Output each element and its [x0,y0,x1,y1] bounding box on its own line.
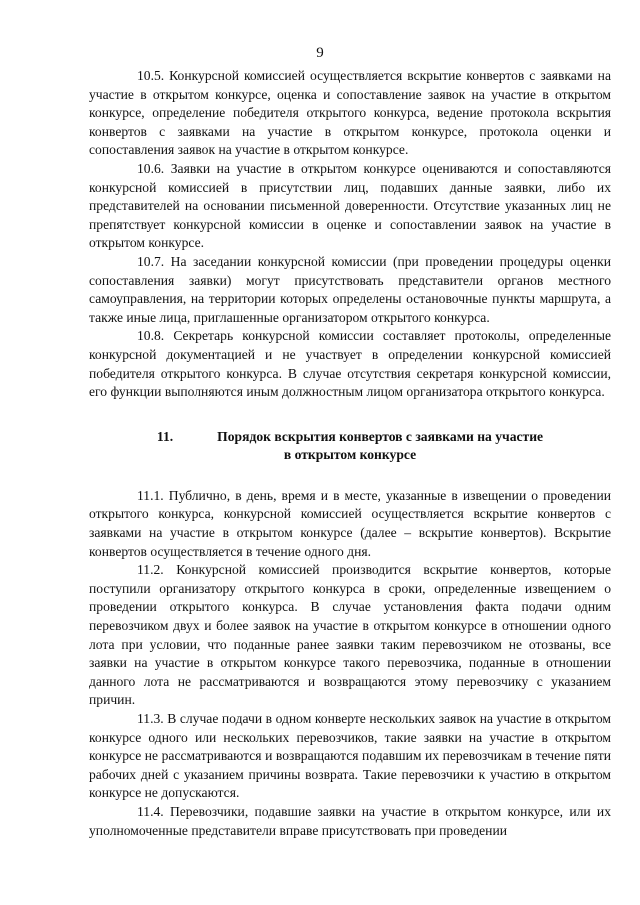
page-number: 9 [316,45,324,61]
paragraph-10-8: 10.8. Секретарь конкурсной комиссии составляет протоколы, определенные конкурсной документацией и не участвует в определении конкурсной комиссией победителя открытого конкурса. В случае отсутствия секретаря конкурсной комиссии, его функции выполняются иным должностным лицом организатора открытого конкурса. [89,328,611,400]
section-title-line2: в открытом конкурсе [283,447,417,463]
paragraph-11-2: 11.2. Конкурсной комиссией производится вскрытие конвертов, которые поступили организатору открытого конкурса в сроки, определенные извещением о проведении открытого конкурса. В случае установления факта подачи одним перевозчиком двух и более заявок на участие в открытом конкурсе в отношении одного лота при условии, что поданные ранее заявки таким перевозчиком не отозваны, все заявки на участие в открытом конкурсе такого перевозчика, поданные в отношении данного лота не рассматриваются и возвращаются этому перевозчику с указанием причин. [89,562,611,708]
paragraph-11-4: 11.4. Перевозчики, подавшие заявки на участие в открытом конкурсе, или их уполномоченные представители вправе присутствовать при проведении [89,803,611,838]
document-body [89,67,611,840]
section-number: 11. [156,428,174,444]
section-title-line1: Порядок вскрытия конвертов с заявками на участие [217,428,544,444]
paragraph-10-6: 10.6. Заявки на участие в открытом конкурсе оцениваются и сопоставляются конкурсной комиссией в присутствии лиц, подавших данные заявки, либо их представителей на основании письменной доверенности. Отсутствие указанных лиц не препятствует конкурсной комиссии в оценке и сопоставлении заявок на участие в открытом конкурсе. [89,160,611,251]
paragraph-10-7: 10.7. На заседании конкурсной комиссии (при проведении процедуры оценки сопоставления заявки) могут присутствовать представители органов местного самоуправления, на территории которых определены остановочные пункты маршрута, а также иные лица, приглашенные организатором открытого конкурса. [89,253,611,325]
paragraph-11-3: 11.3. В случае подачи в одном конверте нескольких заявок на участие в открытом конкурсе одного или нескольких перевозчиков, такие заявки на участие в открытом конкурсе не рассматриваются и возвращаются подавшим их перевозчикам в течение пяти рабочих дней с указанием причины возврата. Такие перевозчики к участию в открытом конкурсе не допускаются. [89,711,611,801]
paragraph-10-5: 10.5. Конкурсной комиссией осуществляется вскрытие конвертов с заявками на участие в открытом конкурсе, оценка и сопоставление заявок на участие в открытом конкурсе, определение победителя открытого конкурса, ведение протокола вскрытия конвертов с заявками на участие в открытом конкурсе, протокола оценки и сопоставления заявок на участие в открытом конкурсе. [89,68,611,158]
paragraph-11-1: 11.1. Публично, в день, время и в месте, указанные в извещении о проведении открытого конкурса, конкурсной комиссией осуществляется вскрытие конвертов с заявками на участие в открытом конкурсе (далее – вскрытие конвертов). Вскрытие конвертов осуществляется в течение одного дня. [89,487,611,559]
section-heading [89,428,611,465]
